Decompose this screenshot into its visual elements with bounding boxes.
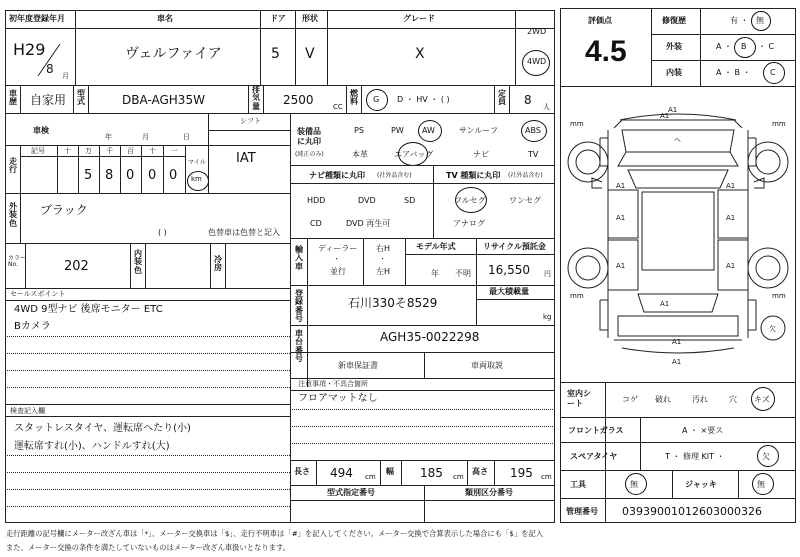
capacity-unit: 人 bbox=[543, 103, 550, 111]
exterior-grade-b: B bbox=[741, 42, 747, 51]
exterior-grade-label: 外装 bbox=[666, 42, 682, 51]
fuel-label: 燃料 bbox=[350, 89, 358, 107]
mm-label: mm bbox=[772, 292, 786, 300]
mileage-unit: 千 bbox=[106, 147, 113, 155]
car-name-label: 車名 bbox=[157, 14, 173, 23]
mile-unit: マイル bbox=[188, 159, 206, 166]
damage-mark: A1 bbox=[726, 182, 736, 190]
repair-options: 有 ・ bbox=[730, 16, 749, 25]
interior-sheet-hole: 穴 bbox=[729, 395, 737, 404]
car-name: ヴェルファイア bbox=[125, 46, 222, 62]
capacity-label: 定員 bbox=[498, 89, 506, 107]
interior-sheet-dirt: 汚れ bbox=[692, 395, 708, 404]
door-label: ドア bbox=[270, 14, 286, 23]
cc-unit: CC bbox=[333, 103, 343, 111]
sales-points-line1: 4WD 9型ナビ 後席モニター ETC bbox=[14, 304, 163, 315]
inspection-year: 年 bbox=[105, 133, 112, 141]
new-car-warranty: 新車保証書 bbox=[338, 361, 378, 370]
import-parallel: 並行 bbox=[330, 267, 346, 276]
damage-mark: A1 bbox=[672, 338, 682, 346]
equipment-sublabel: (純正のみ) bbox=[295, 151, 324, 158]
mileage-digit: 5 bbox=[84, 168, 93, 183]
navi-type-sub: (社外品含む) bbox=[377, 172, 412, 179]
damage-mark: A1 bbox=[660, 112, 670, 120]
mm-label: mm bbox=[570, 120, 584, 128]
first-registration-label: 初年度登録年月 bbox=[9, 14, 65, 23]
shift-label: シフト bbox=[240, 117, 261, 125]
mileage-digit: 8 bbox=[105, 168, 114, 183]
door-count: 5 bbox=[271, 46, 280, 62]
spare-tire-value: T ・ 修理 KIT ・ bbox=[665, 452, 725, 461]
windshield-label: フロントガラス bbox=[568, 426, 624, 435]
inspection-month: 月 bbox=[142, 133, 149, 141]
shape-value: V bbox=[305, 46, 315, 62]
interior-grade-label: 内装 bbox=[666, 68, 682, 77]
windshield-value: A ・ ×要ス bbox=[682, 426, 724, 435]
footer-note-line1: 走行距離の記号欄にメーター改ざん車は「*」、メーター交換車は「$」、走行不明車は「#」を記入してください。メーター交換で合算表示した場合にも「$」を記入 bbox=[6, 529, 544, 538]
registration-year: H29 bbox=[13, 40, 46, 59]
spare-tire-missing: 欠 bbox=[762, 452, 770, 461]
interior-grade-ab: A ・ B ・ bbox=[716, 68, 751, 77]
color-change-note: 色替車は色替と記入 bbox=[208, 228, 280, 237]
footer-note-line2: また、メーター交換の条件を満たしていないものはメーター改ざん車扱いとなります。 bbox=[6, 543, 290, 552]
mm-label: mm bbox=[570, 292, 584, 300]
damage-mark: A1 bbox=[668, 106, 678, 114]
damage-mark: A1 bbox=[616, 214, 626, 222]
jack-none: 無 bbox=[757, 480, 765, 489]
interior-sheet-label: 室内シート bbox=[567, 389, 591, 409]
equipment-airbag: エアバッグ bbox=[394, 150, 434, 159]
jack-label: ジャッキ bbox=[685, 480, 717, 489]
grade-value: X bbox=[415, 46, 425, 62]
inspection-label: 車検 bbox=[33, 126, 49, 135]
shape-label: 形状 bbox=[302, 14, 318, 23]
damage-mark: A1 bbox=[616, 182, 626, 190]
cooler-label: 冷房 bbox=[214, 255, 222, 273]
displacement-value: 2500 bbox=[283, 93, 314, 107]
damage-mark: A1 bbox=[616, 262, 626, 270]
fuel-options: D ・ HV ・ ( ) bbox=[397, 95, 450, 104]
damage-mark: A1 bbox=[726, 214, 736, 222]
interior-sheet-scratch: キズ bbox=[754, 395, 770, 404]
color-paren: ( ) bbox=[158, 228, 167, 237]
import-dealer: ディーラー bbox=[318, 244, 358, 253]
notes-value: フロアマットなし bbox=[298, 393, 378, 404]
sales-points-label: セールスポイント bbox=[10, 290, 66, 298]
equipment-navi: ナビ bbox=[473, 150, 489, 159]
equipment-ps: PS bbox=[354, 126, 364, 135]
height-value: 195 bbox=[510, 466, 533, 480]
mileage-unit: 十 bbox=[149, 147, 156, 155]
navi-dvd: DVD bbox=[358, 196, 376, 205]
interior-color-label: 内装色 bbox=[134, 249, 142, 275]
width-label: 幅 bbox=[386, 467, 394, 476]
tv-type-sub: (社外品含む) bbox=[508, 172, 543, 179]
height-unit: cm bbox=[541, 473, 552, 481]
exterior-grade-a: A ・ bbox=[716, 42, 733, 51]
inspector-line1: スタットレスタイヤ、運転席へたり(小) bbox=[14, 423, 191, 434]
equipment-abs: ABS bbox=[525, 126, 541, 135]
damage-mark: A1 bbox=[726, 262, 736, 270]
inspector-line2: 運転席すれ(小)、ハンドルすれ(大) bbox=[14, 441, 170, 452]
drive-4wd: 4WD bbox=[527, 57, 547, 66]
import-label: 輸入車 bbox=[295, 245, 303, 271]
tv-fullseg: フルセグ bbox=[454, 196, 486, 205]
category-number-label: 類別区分番号 bbox=[465, 488, 513, 497]
management-number: 03939001012603000326 bbox=[622, 505, 762, 518]
model-spec-number-label: 型式指定番号 bbox=[327, 488, 375, 497]
drive-2wd: 2WD bbox=[527, 27, 547, 36]
mileage-unit: 万 bbox=[85, 147, 92, 155]
exterior-color-value: ブラック bbox=[40, 203, 88, 217]
damage-mark: A1 bbox=[660, 300, 670, 308]
max-load-unit: kg bbox=[543, 313, 552, 321]
equipment-leather: 本革 bbox=[352, 150, 368, 159]
fuel-g: G bbox=[373, 95, 380, 104]
inspector-notes-label: 検査記入欄 bbox=[10, 407, 45, 415]
tv-analog: アナログ bbox=[453, 219, 485, 228]
recycle-value: 16,550 bbox=[488, 263, 530, 277]
equipment-aw: AW bbox=[422, 126, 435, 135]
grade-label: グレード bbox=[403, 14, 435, 23]
car-damage-diagram bbox=[562, 90, 794, 378]
tools-label: 工具 bbox=[570, 480, 586, 489]
recycle-label: リサイクル預託金 bbox=[483, 242, 546, 251]
model-year-label: モデル年式 bbox=[416, 242, 456, 251]
exterior-grade-c: ・ C bbox=[758, 42, 775, 51]
capacity-value: 8 bbox=[524, 93, 532, 107]
width-value: 185 bbox=[420, 466, 443, 480]
navi-hdd: HDD bbox=[307, 196, 326, 205]
repair-none: 無 bbox=[756, 16, 764, 25]
mileage-digit: 0 bbox=[126, 168, 135, 183]
evaluation-label: 評価点 bbox=[588, 16, 612, 25]
max-load-label: 最大積載量 bbox=[489, 287, 529, 296]
interior-sheet-tear: 破れ bbox=[655, 395, 671, 404]
import-lh: 左H bbox=[376, 267, 391, 276]
navi-cd: CD bbox=[310, 219, 322, 228]
repair-history-label: 修復歴 bbox=[662, 16, 686, 25]
chassis-value: AGH35-0022298 bbox=[380, 330, 480, 344]
navi-type-label: ナビ種類に丸印 bbox=[309, 171, 365, 180]
color-no-value: 202 bbox=[64, 259, 89, 274]
equipment-sunroof: サンルーフ bbox=[459, 126, 498, 135]
registration-value: 石川330そ8529 bbox=[348, 296, 438, 310]
equipment-label: 装備品に丸印 bbox=[297, 127, 321, 147]
notes-label: 注意事項・不具合箇所 bbox=[298, 380, 368, 388]
model-label: 型式 bbox=[77, 89, 85, 107]
mileage-unit: 十 bbox=[64, 147, 71, 155]
mileage-label: 走行 bbox=[9, 157, 17, 175]
tv-type-label: TV 種類に丸印 bbox=[446, 171, 501, 180]
mileage-unit: 百 bbox=[127, 147, 134, 155]
usage-value: 自家用 bbox=[30, 93, 67, 107]
exterior-color-label: 外装色 bbox=[9, 202, 17, 228]
dent-mark: ヘ bbox=[674, 136, 681, 144]
model-year-unit: 年 bbox=[431, 269, 439, 278]
usage-label: 車歴 bbox=[9, 89, 17, 107]
interior-sheet-burn: コゲ bbox=[622, 395, 638, 404]
shift-value: IAT bbox=[236, 151, 256, 166]
vehicle-manual: 車両取説 bbox=[471, 361, 503, 370]
interior-grade-c: C bbox=[770, 68, 776, 77]
km-unit: km bbox=[191, 175, 202, 183]
registration-label: 登録番号 bbox=[295, 289, 303, 324]
chassis-label: 車台番号 bbox=[295, 329, 303, 364]
evaluation-score: 4.5 bbox=[585, 35, 627, 68]
missing-mark: 欠 bbox=[769, 325, 776, 333]
import-rh: 右H bbox=[376, 244, 391, 253]
mileage-unit: 一 bbox=[171, 147, 178, 155]
mileage-digit: 0 bbox=[148, 168, 157, 183]
import-dot: ・ bbox=[333, 255, 340, 263]
length-unit: cm bbox=[365, 473, 376, 481]
recycle-unit: 円 bbox=[544, 270, 551, 278]
length-value: 494 bbox=[330, 466, 353, 480]
width-unit: cm bbox=[453, 473, 464, 481]
registration-month: 8 bbox=[46, 62, 54, 76]
displacement-label: 排気量 bbox=[252, 85, 260, 111]
length-label: 長さ bbox=[294, 467, 310, 476]
damage-mark: A1 bbox=[672, 358, 682, 366]
model-year-unknown: 不明 bbox=[455, 269, 471, 278]
equipment-tv: TV bbox=[528, 150, 539, 159]
navi-sd: SD bbox=[404, 196, 416, 205]
color-no-label: カラーNo. bbox=[8, 255, 27, 268]
tools-none: 無 bbox=[630, 480, 638, 489]
management-number-label: 管理番号 bbox=[566, 507, 598, 516]
navi-dvd-playback: DVD 再生可 bbox=[346, 219, 391, 228]
month-unit: 月 bbox=[62, 72, 69, 80]
mileage-digit: 0 bbox=[169, 168, 178, 183]
sales-points-line2: Bカメラ bbox=[14, 321, 51, 332]
tv-oneseg: ワンセグ bbox=[509, 196, 541, 205]
import-dot: ・ bbox=[379, 255, 386, 263]
equipment-pw: PW bbox=[391, 126, 404, 135]
spare-tire-label: スペアタイヤ bbox=[570, 452, 618, 461]
height-label: 高さ bbox=[472, 467, 488, 476]
inspection-day: 日 bbox=[183, 133, 190, 141]
model-value: DBA-AGH35W bbox=[122, 93, 205, 107]
mm-label: mm bbox=[772, 120, 786, 128]
mileage-mark-label: 記号 bbox=[31, 147, 45, 155]
